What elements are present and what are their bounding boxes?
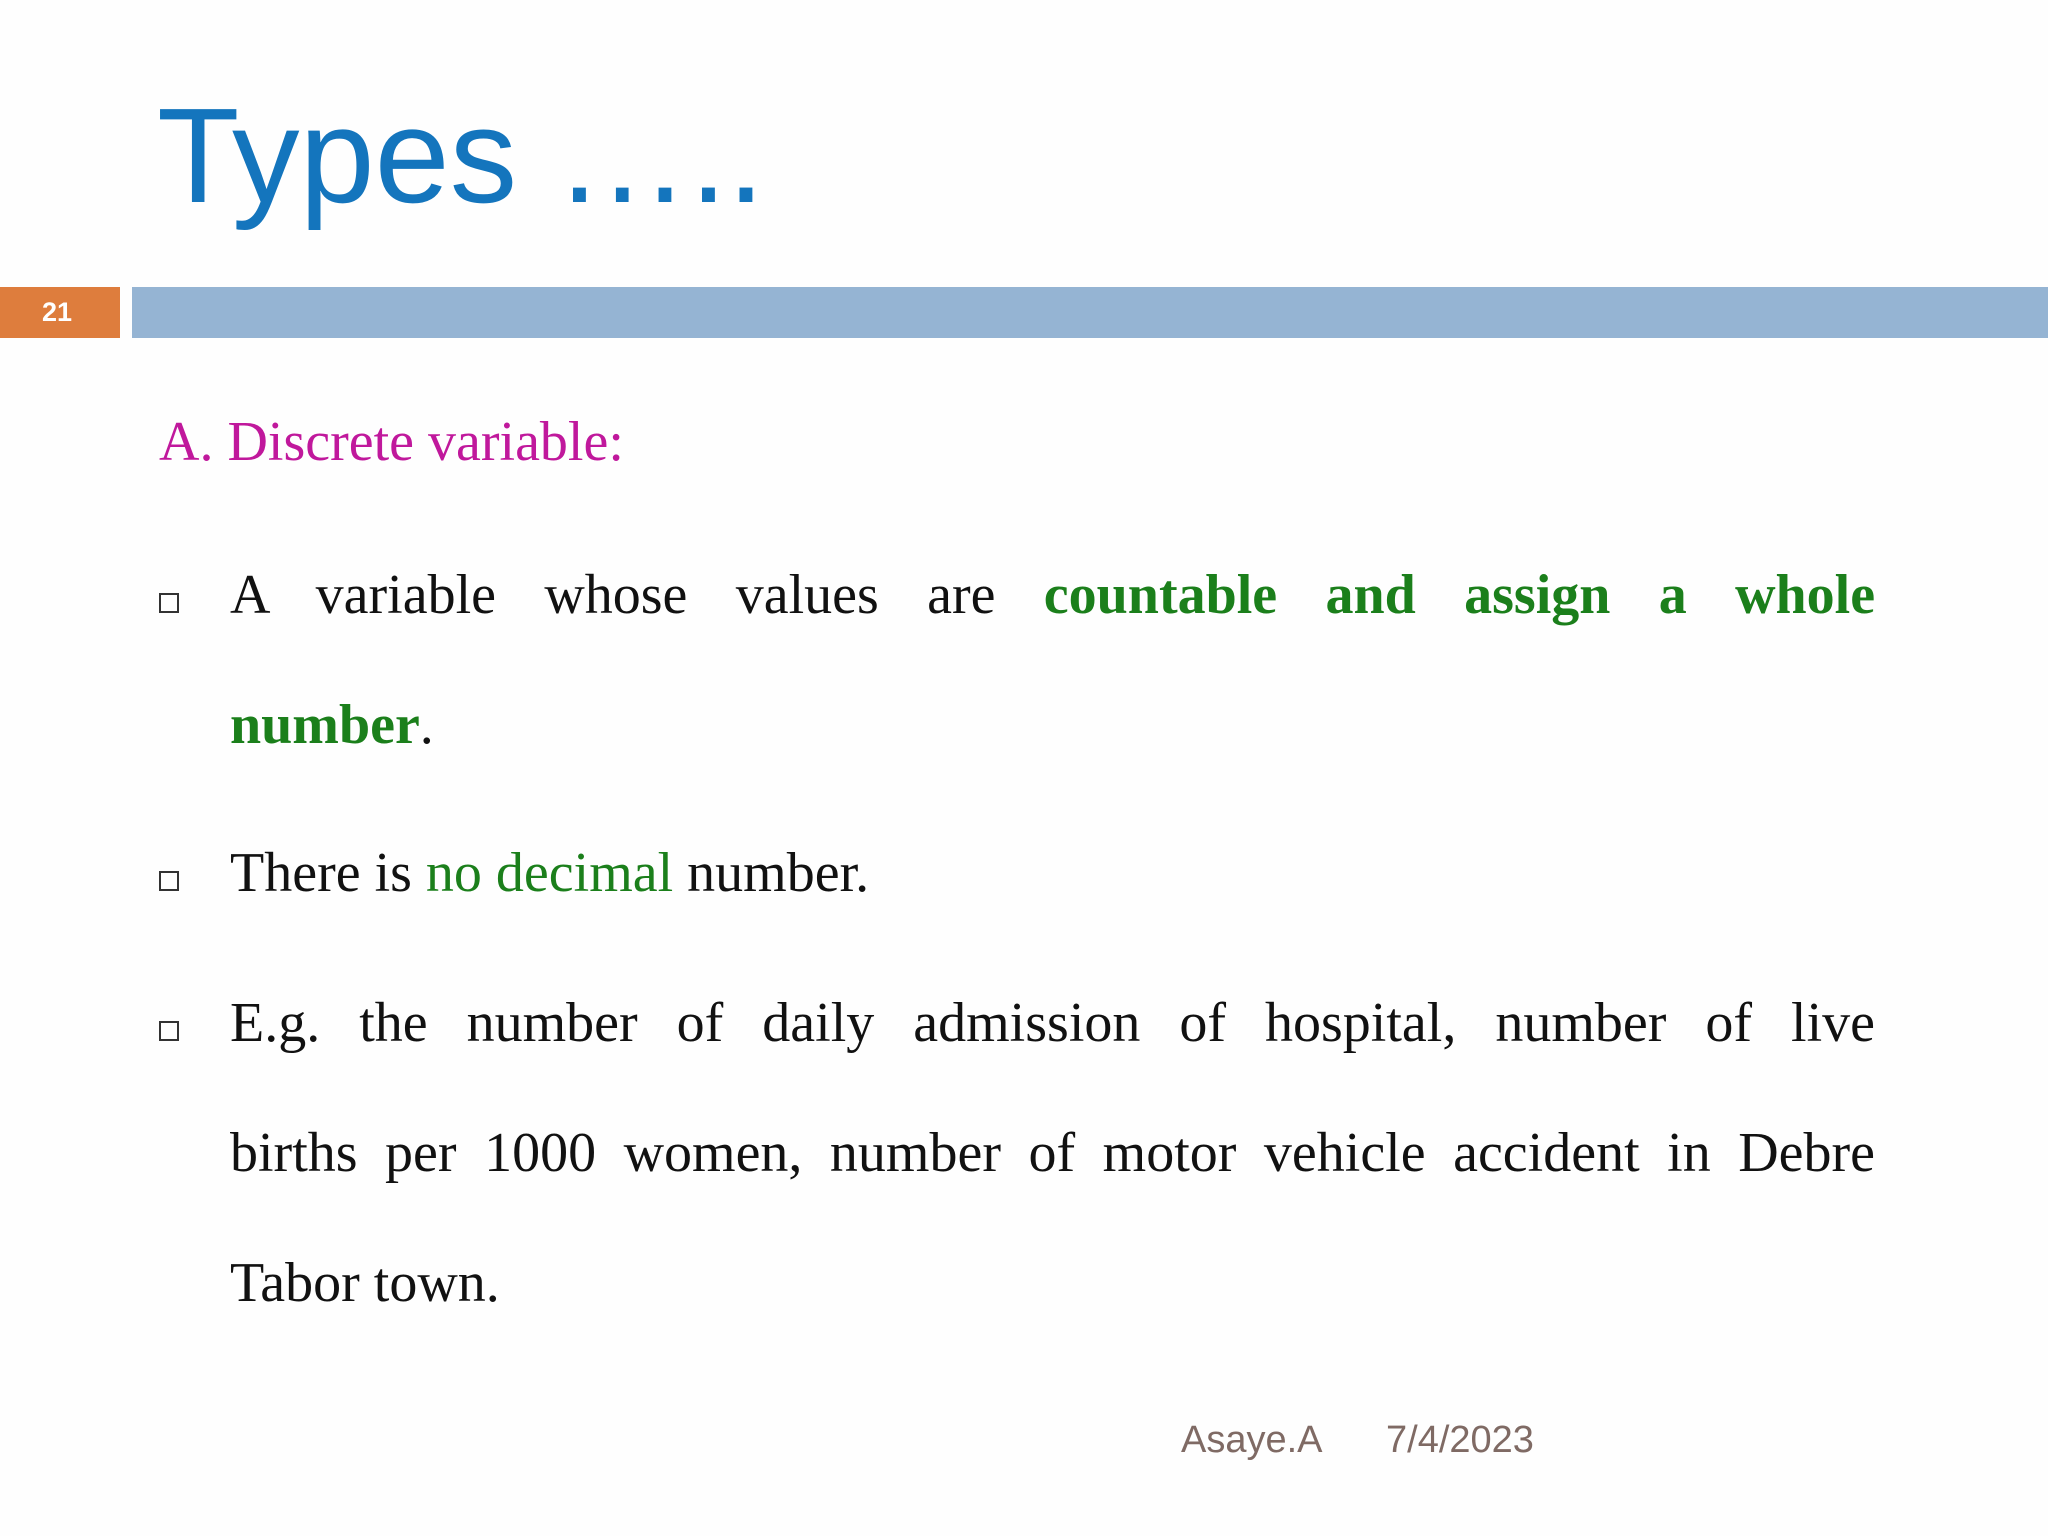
- bullet-line: [230, 530, 1875, 660]
- bullet-line: Tabor town.: [230, 1252, 500, 1314]
- highlight-word: assign: [1464, 564, 1611, 626]
- highlight-word: whole: [1735, 564, 1876, 626]
- highlight-word: number: [230, 694, 420, 756]
- bullet-line: [230, 808, 1875, 938]
- bullet-text-plain: .: [419, 694, 434, 756]
- square-bullet-icon: [159, 871, 179, 891]
- footer-author: Asaye.A: [1181, 1419, 1323, 1461]
- bullet-line: [230, 660, 1875, 790]
- title-divider-bar: [132, 287, 2048, 338]
- bullet-line: births per 1000 women, number of motor vehicle accident in Debre: [230, 1122, 1875, 1184]
- bullet-text-plain: There is: [230, 842, 412, 904]
- square-bullet-icon: [159, 1021, 179, 1041]
- footer-date: 7/4/2023: [1386, 1419, 1534, 1461]
- square-bullet-icon: [159, 593, 179, 613]
- bullet-text-plain: number.: [687, 842, 870, 904]
- highlight-phrase: no decimal: [425, 842, 674, 904]
- slide-number: 21: [41, 297, 73, 327]
- section-heading: A. Discrete variable:: [159, 411, 624, 473]
- highlight-word: a: [1658, 564, 1687, 626]
- highlight-word: and: [1325, 564, 1416, 626]
- bullet-text-plain: A variable whose values are: [230, 564, 996, 626]
- highlight-word: countable: [1043, 564, 1278, 626]
- bullet-line: E.g. the number of daily admission of hospital, number of live: [230, 992, 1875, 1054]
- slide-title: Types …..: [157, 80, 765, 231]
- bullet-text: [230, 958, 1875, 1348]
- bullet-text: [230, 808, 1875, 938]
- slide-number-badge: [0, 287, 120, 338]
- bullet-text: [230, 530, 1875, 790]
